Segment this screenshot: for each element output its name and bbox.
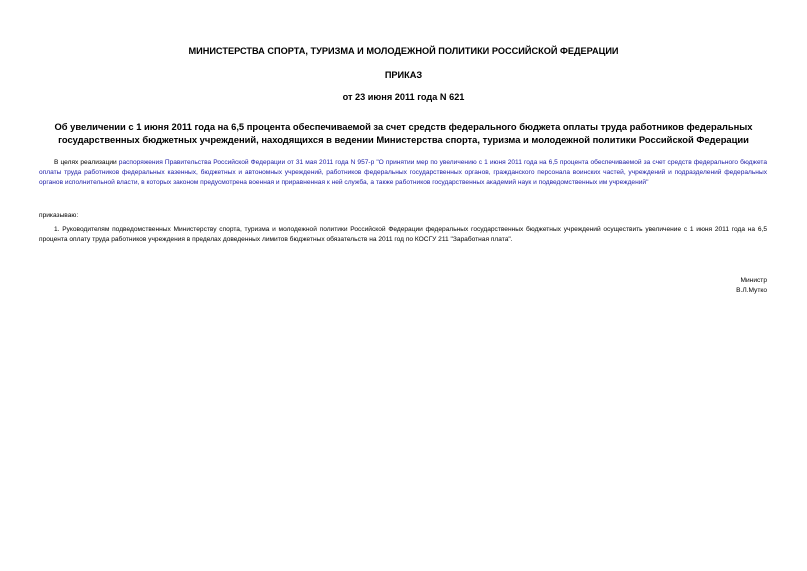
preamble-paragraph xyxy=(39,158,767,188)
signatory-title: Министр xyxy=(740,277,767,284)
ministry-heading: МИНИСТЕРСТВА СПОРТА, ТУРИЗМА И МОЛОДЕЖНОЙ ПОЛИТИКИ РОССИЙСКОЙ ФЕДЕРАЦИИ xyxy=(188,46,619,56)
signatory-name: В.Л.Мутко xyxy=(736,287,767,294)
order-item-1: 1. Руководителям подведомственных Министерству спорта, туризма и молодежной политики Российской Федерации федеральных государственных бюджетных учреждений осуществить увеличение с 1 июня 2011 года на 6,5 процента оплату труда работников учреждения в пределах доведенных лимитов бюджетных обязательств на 2011 год по КОСГУ 211 "Заработная плата". xyxy=(39,226,767,243)
order-verb: приказываю: xyxy=(39,212,79,219)
order-date-number: от 23 июня 2011 года N 621 xyxy=(342,92,465,102)
government-decree-link[interactable]: распоряжения Правительства Российской Федерации от 31 мая 2011 года N 957-р "О принятии мер по увеличению с 1 июня 2011 года на 6,5 процента обеспечиваемой за счет средств федерального бюджета оплаты труда работников федеральных казенных, бюджетных и автономных учреждений, работников федеральных государственных органов, гражданского персонала воинских частей, учреждений и подразделений федеральных органов исполнительной власти, в которых законом предусмотрена военная и приравненная к ней служба, а также работников государственных академий наук и подведомственных им учреждений" xyxy=(39,159,768,186)
document-type-heading: ПРИКАЗ xyxy=(384,70,423,80)
order-title: Об увеличении с 1 июня 2011 года на 6,5 процента обеспечиваемой за счет средств федерального бюджета оплаты труда работников федеральных государственных бюджетных учреждений, находящихся в ведении Министерства спорта, туризма и молодежной политики Российской Федерации xyxy=(54,121,753,145)
preamble-prefix: В целях реализации xyxy=(54,159,119,166)
